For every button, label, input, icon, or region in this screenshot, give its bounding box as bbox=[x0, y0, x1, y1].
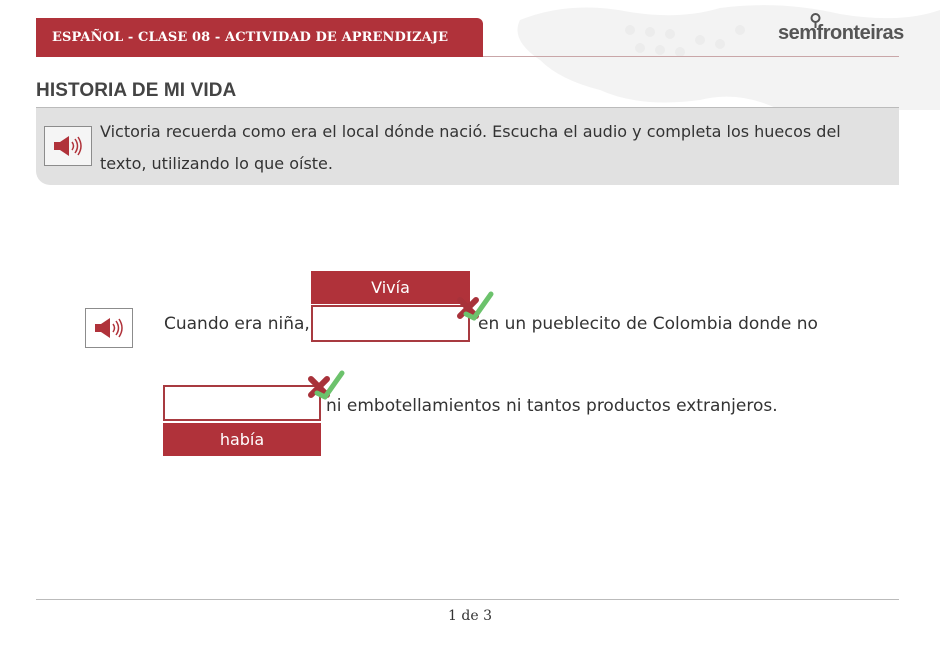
course-title: ESPAÑOL - CLASE 08 - ACTIVIDAD DE APRENDIZAJE bbox=[52, 30, 449, 45]
answer-field-2[interactable] bbox=[163, 385, 321, 421]
sentence-1-end: en un pueblecito de Colombia donde no bbox=[478, 314, 818, 334]
instruction-box bbox=[36, 108, 899, 185]
header-divider bbox=[483, 56, 899, 57]
logo-text-fronteiras: fronteiras bbox=[816, 22, 904, 44]
answer-field-1[interactable] bbox=[311, 305, 470, 342]
background-map-decoration bbox=[480, 0, 940, 110]
sentence-2-end: ni embotellamientos ni tantos productos extranjeros. bbox=[326, 396, 778, 416]
page-title: HISTORIA DE MI VIDA bbox=[36, 80, 237, 101]
sentence-1-start: Cuando era niña, bbox=[164, 314, 310, 334]
speaker-icon bbox=[93, 316, 125, 340]
footer-divider bbox=[36, 599, 899, 600]
instructions-audio-button[interactable] bbox=[44, 126, 92, 166]
semfronteiras-logo bbox=[778, 22, 904, 45]
course-title-bar bbox=[36, 18, 483, 57]
answer-label-1: Vivía bbox=[311, 271, 470, 304]
exercise-audio-button[interactable] bbox=[85, 308, 133, 348]
answer-label-2: había bbox=[163, 423, 321, 456]
page-indicator: 1 de 3 bbox=[448, 608, 492, 624]
instruction-text: Victoria recuerda como era el local dónde nació. Escucha el audio y completa los huecos del texto, utilizando lo que oíste. bbox=[100, 122, 841, 173]
logo-text-sem: sem bbox=[778, 22, 817, 44]
speaker-icon bbox=[52, 134, 84, 158]
